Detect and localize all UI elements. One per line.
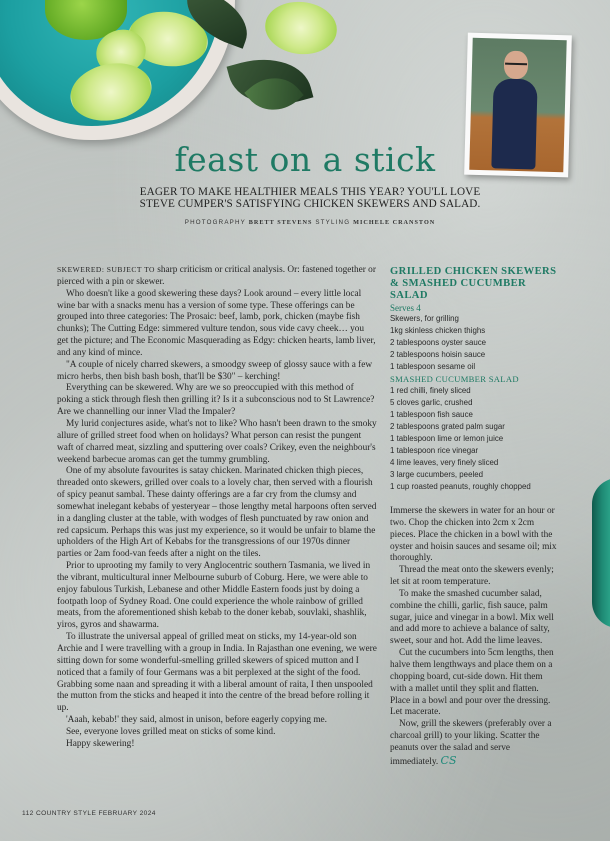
- ingredient-item: 2 tablespoons oyster sauce: [390, 338, 487, 347]
- ingredient-item: 1 tablespoon sesame oil: [390, 362, 476, 371]
- recipe-box: [390, 266, 565, 493]
- standfirst-line-2: STEVE CUMPER'S SATISFYING CHICKEN SKEWERS AND SALAD.: [139, 198, 481, 210]
- photographer-name: BRETT STEVENS: [248, 219, 313, 226]
- styling-label: STYLING: [315, 219, 351, 226]
- lead-in-caps: SKEWERED: SUBJECT TO: [57, 265, 155, 274]
- method-step: Cut the cucumbers into 5cm lengths, then halve them lengthways and place them on a chopping board, cut-side down. Hit them with a mallet until they split and flatten. Place in a bowl and pour over the dressing. Let macerate.: [390, 648, 554, 718]
- body-paragraph: "A couple of nicely charred skewers, a smoodgy sweep of glossy sauce with a few micro herbs, then bish bash bosh, that'll be $30" – kerching!: [57, 359, 373, 382]
- issue-date: FEBRUARY 2024: [98, 810, 156, 817]
- page-folio: [22, 810, 156, 817]
- recipe-serves: Serves 4: [390, 303, 421, 313]
- recipe-title: GRILLED CHICKEN SKEWERS & SMASHED CUCUMBER SALAD: [390, 266, 557, 301]
- ingredient-list: [390, 313, 565, 373]
- standfirst-line-1: EAGER TO MAKE HEALTHIER MEALS THIS YEAR? YOU'LL LOVE: [139, 186, 481, 198]
- recipe-method: [390, 506, 560, 769]
- magazine-name: COUNTRY STYLE: [35, 810, 97, 817]
- body-paragraph: One of my absolute favourites is satay chicken. Marinated chicken thigh pieces, threaded onto skewers, grilled over coals to a lovely char, then served with a flourish of spicy peanut sambal. These dainty offerings are a far cry from the clumsy and somewhat inelegant kebabs of yesteryear – those lengthy metal harpoons often served in a dangling cluster at the table, with wodges of flesh punctuated by raw onion and red capsicum. Perhaps this was just my experience, so it would be unfair to blame the upholders of the High Art of Kebabs for the transgressions of our 1970s dinner parties or 2am food-van feeds after a night on the tiles.: [57, 466, 377, 560]
- ingredient-item: 1 tablespoon lime or lemon juice: [390, 434, 504, 443]
- ingredient-item: 3 large cucumbers, peeled: [390, 470, 483, 479]
- ingredient-item: 2 tablespoons hoisin sauce: [390, 350, 486, 359]
- body-paragraph: Happy skewering!: [66, 738, 135, 749]
- method-step: [390, 719, 560, 768]
- body-paragraph: Prior to uprooting my family to very Anglocentric southern Tasmania, we lived in the vibrant, multicultural inner Melbourne suburb of Coburg. Here, we were able to enjoy fabulous Turkish, Lebanese and other Middle Eastern foods just by doing a footpath loop of Sydney Road. One could experience the whole rainbow of grilled meats, from the aforementioned shish kebab to the doner kebab, souvlaki, shashlik, yiros, gyros and shawarma.: [57, 561, 371, 631]
- method-step: To make the smashed cucumber salad, combine the chilli, garlic, fish sauce, palm sugar, juice and vinegar in a bowl. Mix well and add more to achieve a balance of salty, sweet, sour and hot. Add the lime leaves.: [390, 588, 554, 647]
- salad-subtitle: SMASHED CUCUMBER SALAD: [390, 374, 519, 384]
- ingredient-item: 1kg skinless chicken thighs: [390, 326, 486, 335]
- ingredient-item: 1 cup roasted peanuts, roughly chopped: [390, 482, 531, 491]
- method-step-text: Now, grill the skewers (preferably over a charcoal grill) to your liking. Scatter the peanuts over the salad and serve immediately.: [390, 719, 552, 767]
- standfirst: [100, 186, 520, 210]
- ingredient-item: 1 tablespoon fish sauce: [390, 410, 473, 419]
- photo-credits: [100, 219, 520, 226]
- method-step: Thread the meat onto the skewers evenly; let sit at room temperature.: [390, 565, 554, 588]
- salad-ingredient-list: [390, 385, 565, 493]
- body-paragraph: See, everyone loves grilled meat on sticks of some kind.: [66, 726, 276, 737]
- green-vase: [592, 478, 610, 628]
- page-number: 112: [22, 810, 34, 817]
- method-step: Immerse the skewers in water for an hour or two. Chop the chicken into 2cm x 2cm pieces. Place the chicken in a bowl with the oyster and hoisin sauces and sesame oil; mix thoroughly.: [390, 506, 557, 564]
- lime-slice: [262, 0, 339, 58]
- glasses: [505, 63, 527, 70]
- photography-label: PHOTOGRAPHY: [184, 219, 246, 226]
- author-signoff-icon: CS: [440, 753, 457, 767]
- body-paragraph: 'Aaah, kebab!' they said, almost in unison, before eagerly copying me.: [66, 715, 328, 726]
- ingredient-item: 4 lime leaves, very finely sliced: [390, 458, 499, 467]
- article-title: feast on a stick: [174, 140, 436, 179]
- ingredient-item: 2 tablespoons grated palm sugar: [390, 422, 505, 431]
- body-paragraph: [57, 264, 377, 289]
- stylist-name: MICHELE CRANSTON: [353, 219, 436, 226]
- ingredient-item: 1 red chilli, finely sliced: [390, 386, 471, 395]
- body-paragraph: Who doesn't like a good skewering these days? Look around – every little local wine bar with a snacks menu has a version of some type. These offerings can be grouped into three categories: The Prosaic: beef, lamb, pork, chicken (maybe fish chunks); The Cutting Edge: simmered vulture tendon, sous vide cavy cheek… you get the picture; and The Economic Masquerading as Edgy: chicken hearts, lamb liver, and any kind of mince.: [57, 288, 376, 358]
- ingredient-item: 5 cloves garlic, crushed: [390, 398, 473, 407]
- ingredient-item: 1 tablespoon rice vinegar: [390, 446, 479, 455]
- ingredient-item: Skewers, for grilling: [390, 314, 459, 323]
- body-paragraph: My lurid conjectures aside, what's not to like? Who hasn't been drawn to the smoky allure of grilled street food when on holidays? What person can resist the pungent waft of charred meat, sizzling and sputtering over coals? Crikey, even the neighbour's weekend barbecue aromas can get the tummy grumbling.: [57, 418, 377, 465]
- lead-paragraph-text: sharp criticism or critical analysis. Or: fastened together or pierced with a pin or skewer.: [57, 265, 376, 287]
- article-body: [57, 264, 377, 751]
- body-paragraph: Everything can be skewered. Why are we so preoccupied with this method of poking a stick through flesh then grilling it? Is it a subconscious nod to St Lawrence? Are we channelling our inner Vlad the Impaler?: [57, 383, 375, 418]
- body-paragraph: To illustrate the universal appeal of grilled meat on sticks, my 14-year-old son Archie and I were travelling with a group in India. In Rajasthan one evening, we were sitting down for some wonderful-smelling grilled skewers of spiced mutton and I noticed that a family of four Germans was a bit perplexed at the sight of the food. Grabbing some naan and spreading it with a liberal amount of raita, I then unspooled the mutton from the sticks and heaped it into the centre of the bread before rolling it up.: [57, 632, 377, 714]
- limes-bowl-photo: [0, 0, 345, 140]
